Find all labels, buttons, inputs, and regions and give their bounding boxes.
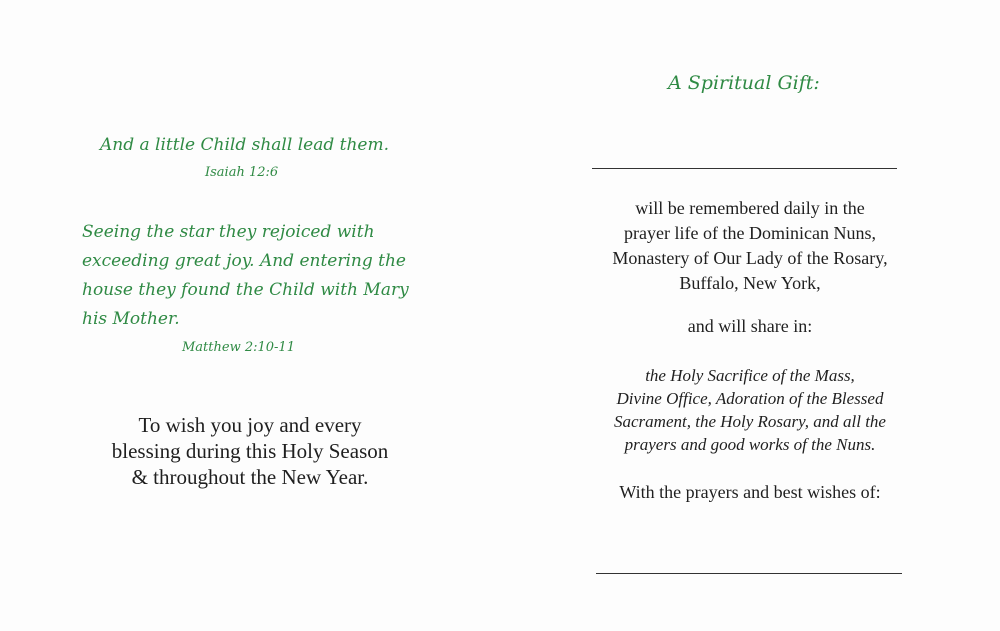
right-panel: [580, 0, 920, 631]
share-text: and will share in:: [687, 316, 813, 336]
prayers-line: the Holy Sacrifice of the Mass,: [645, 366, 855, 385]
citation-isaiah: Isaiah 12:6: [205, 165, 279, 180]
verse-matthew-line: house they found the Child with Mary: [82, 280, 409, 300]
prayers-line: Divine Office, Adoration of the Blessed: [616, 389, 884, 408]
verse-matthew-line: Seeing the star they rejoiced with: [82, 222, 375, 242]
holiday-wish: [70, 412, 430, 490]
citation-matthew: Matthew 2:10-11: [182, 340, 295, 355]
spiritual-gift-title: A Spiritual Gift:: [668, 72, 820, 94]
prayers-list: [580, 364, 920, 456]
holiday-wish-line: & throughout the New Year.: [131, 465, 369, 489]
verse-matthew: [82, 218, 412, 334]
verse-isaiah: And a little Child shall lead them.: [100, 135, 389, 155]
remembrance-text: [580, 196, 920, 296]
prayers-line: prayers and good works of the Nuns.: [624, 435, 876, 454]
remembrance-line: prayer life of the Dominican Nuns,: [624, 223, 876, 243]
remembrance-line: Monastery of Our Lady of the Rosary,: [612, 248, 888, 268]
left-panel: [70, 0, 430, 631]
recipient-name-line: [592, 168, 897, 169]
remembrance-line: Buffalo, New York,: [679, 273, 821, 293]
sender-name-line: [596, 573, 902, 574]
best-wishes-text: With the prayers and best wishes of:: [619, 482, 881, 502]
remembrance-line: will be remembered daily in the: [635, 198, 865, 218]
holiday-wish-line: To wish you joy and every: [138, 413, 362, 437]
prayers-line: Sacrament, the Holy Rosary, and all the: [614, 412, 886, 431]
holiday-wish-line: blessing during this Holy Season: [111, 439, 389, 463]
verse-matthew-line: his Mother.: [82, 309, 180, 329]
verse-matthew-line: exceeding great joy. And entering the: [82, 251, 406, 271]
